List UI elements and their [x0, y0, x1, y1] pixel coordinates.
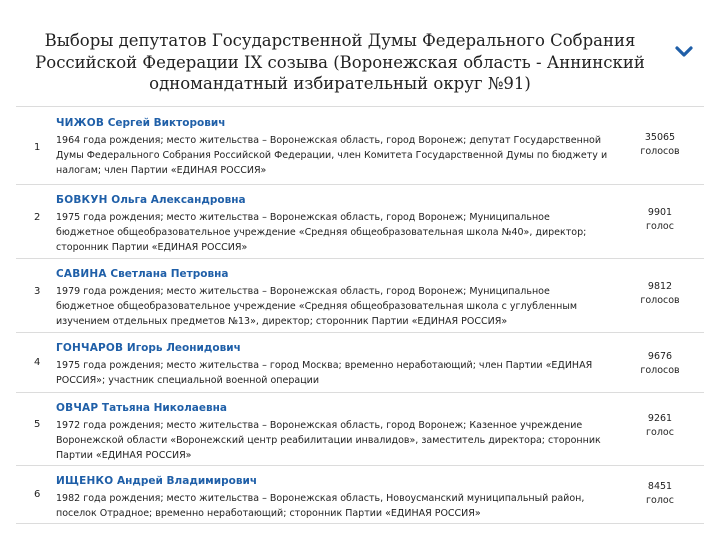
votes-unit: голос — [646, 427, 674, 438]
candidate-last-name: ИЩЕНКО — [56, 475, 114, 487]
candidate-details: 1982 года рождения; место жительства – Воронежская область, Новоусманский муниципальный район, поселок Отрадное; временно неработающий; сторонник Партии «ЕДИНАЯ РОССИЯ» — [56, 493, 585, 519]
candidate-first-names: Андрей Владимирович — [117, 475, 258, 487]
candidate-info — [56, 116, 608, 178]
candidate-first-names: Сергей Викторович — [107, 117, 226, 129]
candidate-row — [16, 466, 704, 524]
candidate-name-link[interactable] — [56, 193, 608, 207]
votes-unit: голос — [646, 495, 674, 506]
candidate-name-link[interactable] — [56, 341, 608, 355]
candidate-last-name: ОВЧАР — [56, 402, 99, 414]
candidate-name-link[interactable] — [56, 116, 608, 130]
candidate-number: 6 — [34, 489, 41, 500]
candidate-number: 2 — [34, 212, 41, 223]
candidate-row — [16, 393, 704, 466]
votes-unit: голосов — [640, 365, 680, 376]
candidate-info — [56, 341, 608, 388]
candidate-details: 1972 года рождения; место жительства – Воронежская область, город Воронеж; Казенное учреждение Воронежской области «Воронежский центр реабилитации инвалидов», заместитель директора; сторонник Партии «ЕДИНАЯ РОССИЯ» — [56, 420, 601, 461]
votes-count: 9901 — [647, 207, 673, 218]
election-title: Выборы депутатов Государственной Думы Федерального Собрания Российской Федерации IX созыва (Воронежская область - Аннинский одномандатный избирательный округ №91) — [35, 31, 645, 93]
candidate-info — [56, 267, 608, 329]
candidate-name-link[interactable] — [56, 401, 608, 415]
candidate-last-name: БОВКУН — [56, 194, 108, 206]
candidate-row — [16, 107, 704, 185]
candidate-last-name: САВИНА — [56, 268, 107, 280]
candidate-details: 1975 года рождения; место жительства – город Москва; временно неработающий; член Партии «ЕДИНАЯ РОССИЯ»; участник специальной военной операции — [56, 360, 593, 386]
votes-unit: голосов — [640, 146, 680, 157]
candidate-details: 1964 года рождения; место жительства – Воронежская область, город Воронеж; депутат Государственной Думы Федерального Собрания Российской Федерации, член Комитета Государственной Думы по бюджету и налогам; член Партии «ЕДИНАЯ РОССИЯ» — [56, 135, 608, 176]
candidate-info — [56, 474, 608, 521]
candidates-list — [16, 107, 704, 524]
votes-unit: голосов — [640, 295, 680, 306]
candidate-votes — [616, 206, 704, 234]
candidate-number: 1 — [34, 142, 41, 153]
candidate-row — [16, 185, 704, 259]
candidate-votes — [616, 280, 704, 308]
candidate-row — [16, 259, 704, 333]
candidate-info — [56, 401, 608, 463]
candidate-first-names: Игорь Леонидович — [126, 342, 241, 354]
candidate-last-name: ГОНЧАРОВ — [56, 342, 124, 354]
votes-count: 9261 — [647, 413, 673, 424]
candidate-number: 4 — [34, 357, 41, 368]
votes-count: 8451 — [647, 481, 673, 492]
candidate-details: 1975 года рождения; место жительства – Воронежская область, город Воронеж; Муниципальное бюджетное общеобразовательное учреждение «Средняя общеобразовательная школа №40», директор; сторонник Партии «ЕДИНАЯ РОССИЯ» — [56, 212, 587, 253]
candidate-details: 1979 года рождения; место жительства – Воронежская область, город Воронеж; Муниципальное бюджетное общеобразовательное учреждение «Средняя общеобразовательная школа с углубленным изучением отдельных предметов №13», директор; сторонник Партии «ЕДИНАЯ РОССИЯ» — [56, 286, 577, 327]
candidate-number: 3 — [34, 286, 41, 297]
candidate-votes — [616, 350, 704, 378]
candidate-votes — [616, 480, 704, 508]
candidate-info — [56, 193, 608, 255]
candidate-votes — [616, 412, 704, 440]
votes-count: 9812 — [647, 281, 673, 292]
election-header — [16, 0, 704, 107]
candidate-first-names: Татьяна Николаевна — [101, 402, 227, 414]
candidate-number: 5 — [34, 419, 41, 430]
candidate-first-names: Светлана Петровна — [110, 268, 229, 280]
candidate-first-names: Ольга Александровна — [111, 194, 246, 206]
votes-count: 35065 — [644, 132, 676, 143]
votes-unit: голос — [646, 221, 674, 232]
candidate-name-link[interactable] — [56, 267, 608, 281]
candidate-name-link[interactable] — [56, 474, 608, 488]
chevron-down-icon[interactable] — [674, 44, 694, 60]
candidate-votes — [616, 131, 704, 159]
votes-count: 9676 — [647, 351, 673, 362]
candidate-last-name: ЧИЖОВ — [56, 117, 105, 129]
candidate-row — [16, 333, 704, 393]
